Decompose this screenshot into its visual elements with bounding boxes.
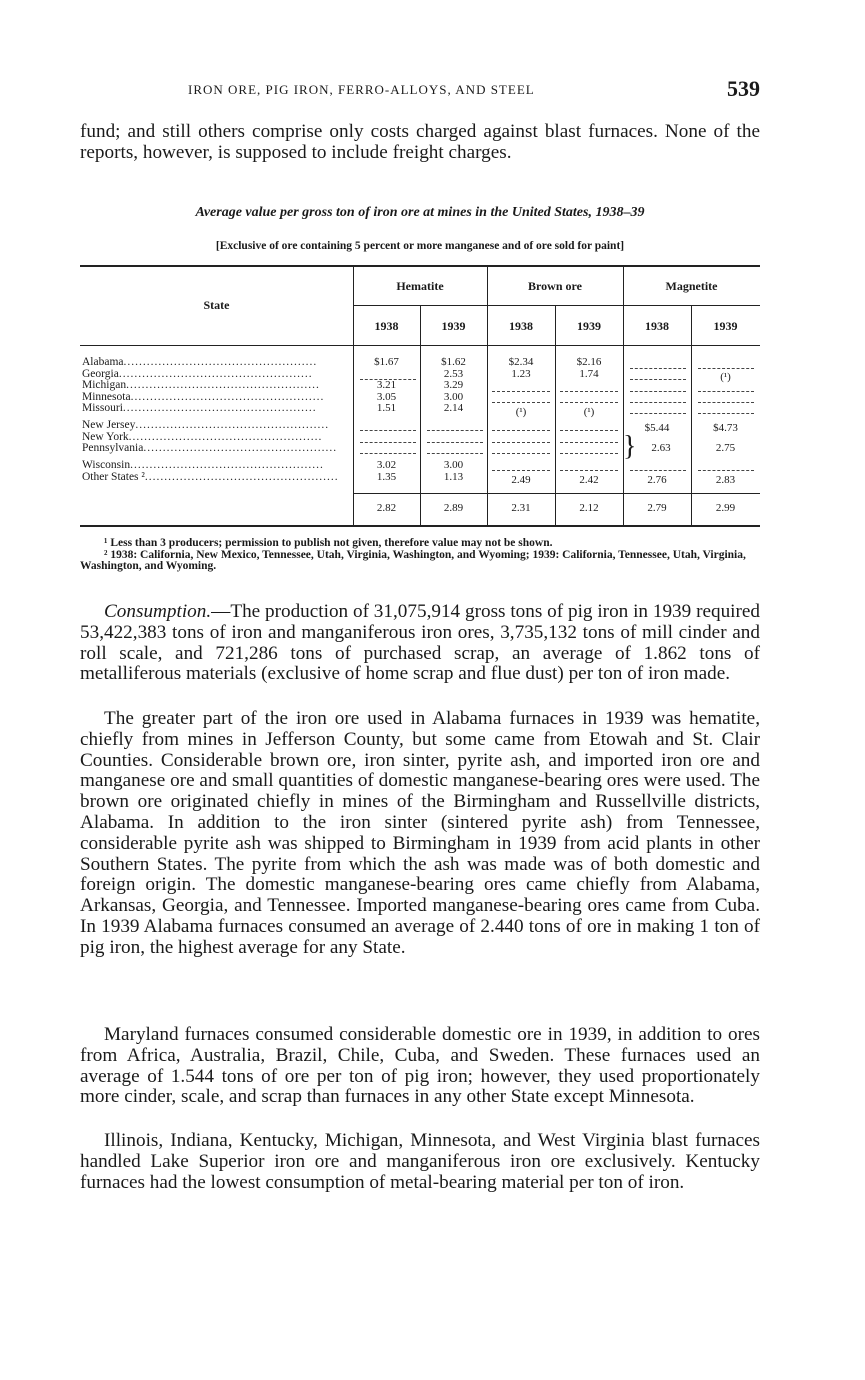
body-paragraph: The greater part of the iron ore used in Alabama furnaces in 1939 was hematite, chiefly from mines in Jefferson County, but some came from Etowah and St. Clair Counties. Considerable brown ore, iron sinter, pyrite ash, and imported iron ore and manganese ore and small quantities of domestic manganese-bearing ores were used. The brown ore originated chiefly in mines of the Birmingham and Russellville districts, Alabama. In addition to the iron sinter (sintered pyrite ash) from Tennessee, considerable pyrite ash was shipped to Birmingham in 1939 from acid plants in other Southern States. The pyrite from which the ash was made was of both domestic and foreign origin. The domestic manganese-bearing ores came chiefly from Alabama, Arkansas, Georgia, and Tennessee. Imported manganese-bearing ores came from Cuba. In 1939 Alabama furnaces consumed an average of 2.440 tons of ore in making 1 ton of pig iron, the highest average for any State. (80, 708, 760, 958)
empty-cell-dash (560, 453, 618, 454)
empty-cell-dash (560, 442, 618, 443)
empty-cell-dash (630, 368, 686, 369)
empty-cell-dash (492, 391, 550, 392)
empty-cell-dash (427, 442, 483, 443)
table-cell: $1.62 (441, 356, 466, 368)
table-row-label: New York.................................................. (82, 431, 323, 443)
section-heading: Consumption. (104, 601, 212, 622)
table-cell: 2.14 (443, 402, 464, 414)
table-cell: 2.76 (647, 474, 667, 486)
table-cell: 2.83 (715, 474, 736, 486)
table-footnotes (80, 538, 760, 573)
table-cell: 3.00 (443, 390, 464, 403)
body-paragraph: Maryland furnaces consumed considerable domestic ore in 1939, in addition to ores from Africa, Australia, Brazil, Chile, Cuba, and Sweden. These furnaces used an average of 1.544 tons of ore per ton of pig iron; however, they used proportionately more cinder, scale, and scrap than furnaces in any other State except Minnesota. (80, 1024, 760, 1108)
empty-cell-dash (560, 402, 618, 403)
table-row-label: Wisconsin.................................................. (82, 460, 324, 471)
empty-cell-dash (630, 402, 686, 403)
empty-cell-dash (560, 470, 618, 471)
table-cell: 1.35 (376, 470, 397, 483)
footnote-2: ² 1938: California, New Mexico, Tennessee, Utah, Virginia, Washington, and Wyoming; 1939: California, Tennessee, Utah, Virginia, Washington, and Wyoming. (80, 548, 746, 572)
consumption-paragraph: Consumption.—The production of 31,075,914 gross tons of pig iron in 1939 required 53,422,383 tons of iron and manganiferous iron ores, 3,735,132 tons of mill cinder and roll scale, and 721,286 tons of purchased scrap, an average of 1.862 tons of metalliferous materials (exclusive of home scrap and flue dust) per ton of iron made. (80, 601, 760, 685)
table-cell: 2.53 (443, 367, 464, 380)
table-cell: $4.73 (713, 422, 738, 434)
empty-cell-dash (698, 402, 754, 403)
table-cell: $2.34 (508, 356, 534, 368)
empty-cell-dash (492, 430, 550, 431)
total-cell: 2.89 (443, 502, 464, 514)
table-cell: $2.16 (576, 356, 602, 368)
year-header: 1938 (374, 319, 399, 333)
page-number: 539 (727, 76, 760, 101)
table-row-label: Other States ².................................................. (82, 471, 339, 483)
table-cell: 1.13 (443, 470, 464, 483)
empty-cell-dash (560, 430, 618, 431)
empty-cell-dash (698, 470, 754, 471)
table-cell: $1.67 (374, 356, 399, 368)
empty-cell-dash (630, 413, 686, 414)
running-title: IRON ORE, PIG IRON, FERRO-ALLOYS, AND STEEL (188, 82, 535, 97)
table-row-label: Minnesota.................................................. (82, 391, 325, 403)
footnote-1: ¹ Less than 3 producers; permission to publish not given, therefore value may not be shown. (104, 537, 553, 549)
empty-cell-dash (698, 391, 754, 392)
body-paragraph: Illinois, Indiana, Kentucky, Michigan, Minnesota, and West Virginia blast furnaces handled Lake Superior iron ore and manganiferous iron ore exclusively. Kentucky furnaces had the lowest consumption of metal-bearing material per ton of iron. (80, 1130, 760, 1193)
table-cell: 2.75 (715, 442, 736, 454)
empty-cell-dash (698, 413, 754, 414)
state-column-header: State (203, 298, 230, 312)
table-cell: (¹) (515, 406, 527, 418)
magnetite-header: Magnetite (665, 279, 718, 293)
empty-cell-dash (492, 470, 550, 471)
table-cell: 1.23 (511, 367, 531, 380)
running-header (82, 78, 760, 102)
year-header: 1938 (509, 319, 533, 333)
table-cell: 1.74 (579, 367, 599, 380)
table-row-label: New Jersey.................................................. (82, 420, 330, 431)
empty-cell-dash (360, 442, 416, 443)
empty-cell-dash (630, 391, 686, 392)
empty-cell-dash (560, 391, 618, 392)
empty-cell-dash (360, 453, 416, 454)
empty-cell-dash (492, 402, 550, 403)
table-row-label: Georgia.................................................. (82, 368, 313, 380)
table-cell: 2.42 (579, 474, 599, 486)
table-bottom-rule (80, 525, 760, 527)
col-rule (691, 305, 692, 525)
totals-top-rule (353, 493, 760, 494)
table-cell: 2.49 (511, 474, 531, 486)
empty-cell-dash (427, 430, 483, 431)
total-cell: 2.82 (376, 502, 397, 514)
brown-ore-header: Brown ore (528, 279, 582, 293)
total-cell: 2.99 (715, 502, 736, 514)
year-header: 1938 (645, 319, 669, 333)
table-cell: 3.21 (376, 379, 397, 391)
table-cell: (¹) (583, 406, 595, 418)
table-row-label: Pennsylvania.................................................. (82, 443, 338, 454)
empty-cell-dash (427, 453, 483, 454)
total-cell: 2.12 (579, 502, 599, 514)
year-header: 1939 (441, 319, 466, 333)
brace-icon: } (623, 431, 637, 462)
empty-cell-dash (360, 430, 416, 431)
intro-paragraph: fund; and still others comprise only costs charged against blast furnaces. None of the reports, however, is supposed to include freight charges. (80, 121, 760, 163)
empty-cell-dash (630, 379, 686, 380)
table-row-label: Missouri.................................................. (82, 403, 317, 414)
empty-cell-dash (492, 442, 550, 443)
table-cell: 3.05 (376, 390, 397, 403)
table-row-label: Alabama.................................................. (82, 357, 318, 368)
hematite-header: Hematite (396, 279, 444, 293)
total-cell: 2.79 (647, 502, 667, 514)
table-row-label: Michigan.................................................. (82, 380, 320, 391)
total-cell: 2.31 (511, 502, 531, 514)
iron-ore-value-table (80, 265, 760, 527)
col-rule (420, 305, 421, 525)
empty-cell-dash (630, 470, 686, 471)
table-cell: $5.44 (644, 422, 670, 434)
table-note: [Exclusive of ore containing 5 percent or more manganese and of ore sold for paint] (215, 240, 625, 252)
table-cell: 3.02 (376, 459, 397, 471)
empty-cell-dash (492, 453, 550, 454)
table-cell: (¹) (720, 371, 731, 383)
empty-cell-dash (698, 368, 754, 369)
table-cell: 3.29 (443, 379, 464, 391)
table-cell: 1.51 (376, 402, 397, 414)
table-cell: 3.00 (443, 459, 464, 471)
year-header: 1939 (577, 319, 601, 333)
table-cell: 2.63 (651, 442, 671, 454)
group-header-rule (353, 305, 760, 306)
table-top-rule (80, 265, 760, 267)
year-header: 1939 (713, 319, 738, 333)
table-caption: Average value per gross ton of iron ore at mines in the United States, 1938–39 (195, 205, 645, 220)
